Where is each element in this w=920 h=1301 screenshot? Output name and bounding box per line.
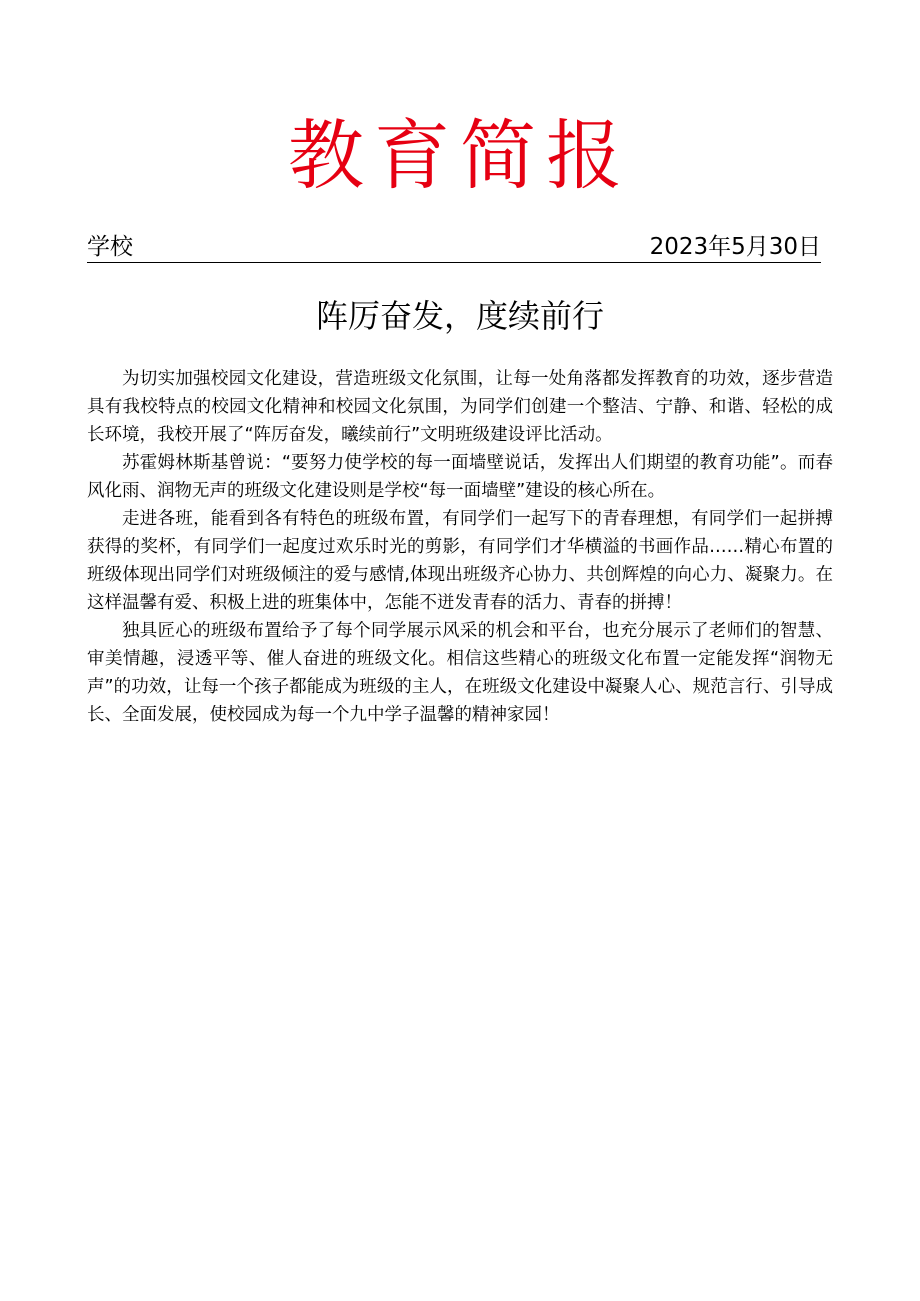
article-headline: 阵厉奋发，度续前行: [315, 297, 604, 335]
article-paragraph: 苏霍姆林斯基曾说：“要努力使学校的每一面墙壁说话，发挥出人们期望的教育功能”。而春风化雨、润物无声的班级文化建设则是学校“每一面墙壁”建设的核心所在。: [87, 453, 833, 501]
newsletter-masthead-title: 教育简报: [288, 111, 632, 200]
issue-date: 2023年5月30日: [649, 234, 821, 260]
article-paragraph: 为切实加强校园文化建设，营造班级文化氛围，让每一处角落都发挥教育的功效，逐步营造具有我校特点的校园文化精神和校园文化氛围，为同学们创建一个整洁、宁静、和谐、轻松的成长环境，我校开展了“阵厉奋发，曦续前行”文明班级建设评比活动。: [87, 369, 833, 445]
article-body: [87, 365, 833, 729]
article-paragraph: 独具匠心的班级布置给予了每个同学展示风采的机会和平台，也充分展示了老师们的智慧、审美情趣，浸透平等、催人奋进的班级文化。相信这些精心的班级文化布置一定能发挥“润物无声”的功效，让每一个孩子都能成为班级的主人，在班级文化建设中凝聚人心、规范言行、引导成长、全面发展，使校园成为每一个九中学子温馨的精神家园！: [87, 621, 833, 725]
header-rule: [87, 232, 821, 263]
school-label: 学校: [87, 234, 133, 260]
article-paragraph: 走进各班，能看到各有特色的班级布置，有同学们一起写下的青春理想，有同学们一起拼搏获得的奖杯，有同学们一起度过欢乐时光的剪影，有同学们才华横溢的书画作品……精心布置的班级体现出同学们对班级倾注的爱与感情,体现出班级齐心协力、共创辉煌的向心力、凝聚力。在这样温馨有爱、积极上进的班集体中，怎能不迸发青春的活力、青春的拼搏！: [87, 509, 833, 613]
